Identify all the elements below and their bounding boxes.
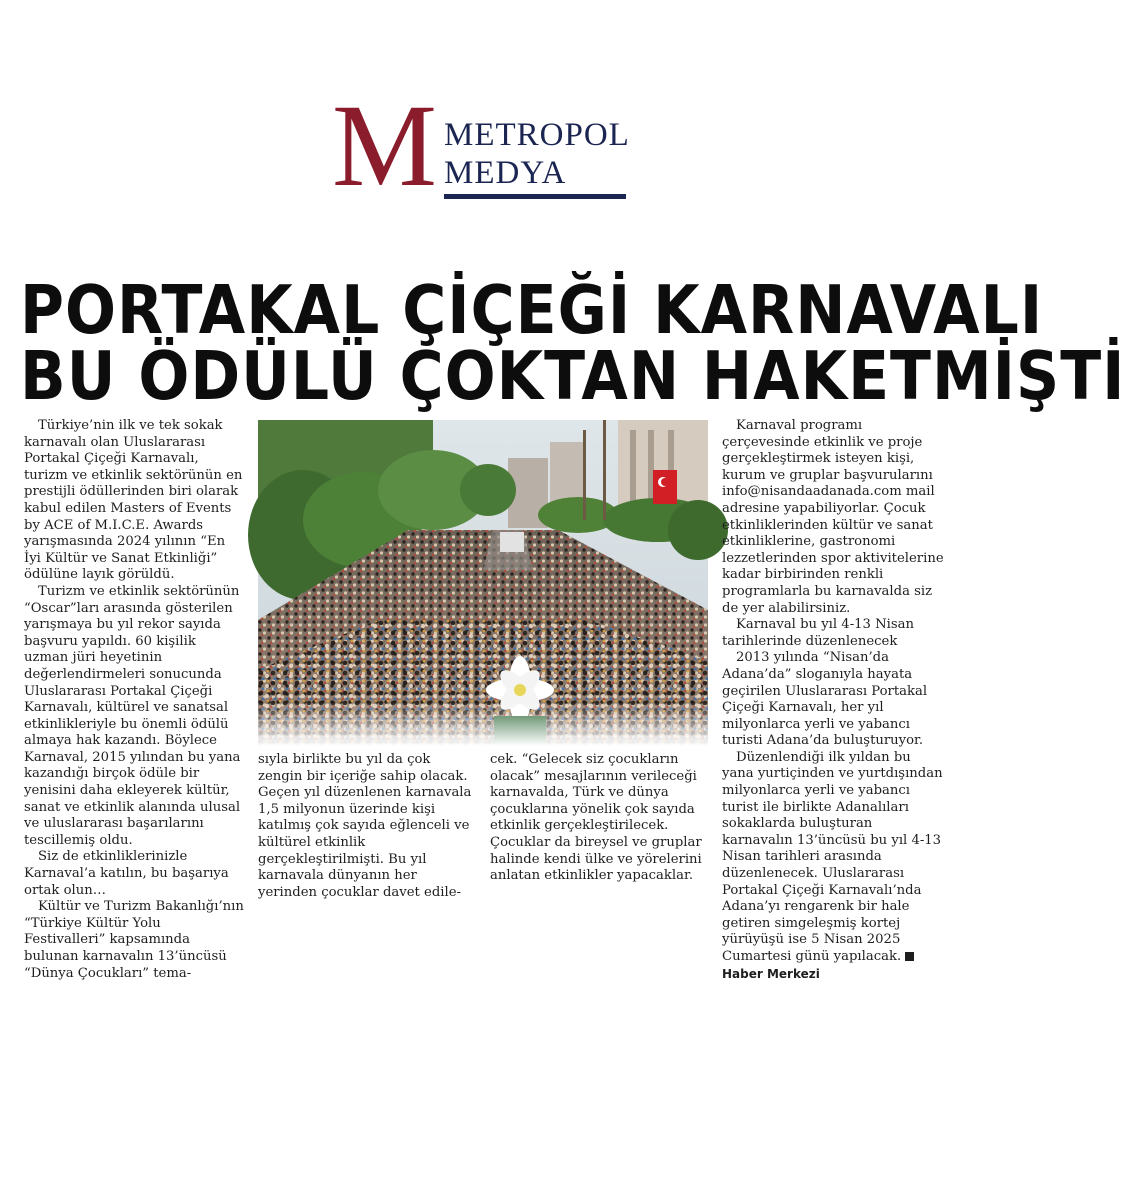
- headline-line-1: PORTAKAL ÇİÇEĞİ KARNAVALI: [20, 271, 1044, 351]
- article-column-4: [722, 418, 944, 983]
- paragraph: Türkiye’nin ilk ve tek sokak karnavalı olan Uluslararası Portakal Çiçeği Karnavalı, turizm ve etkinlik sektörünün en prestijli ödüllerinden biri olarak kabul edilen Masters of Events by ACE of M.I.C.E. Awards yarışmasında 2024 yılının “En İyi Kültür ve Sanat Etkinliği” ödülüne layık görüldü.: [24, 418, 243, 583]
- bus: [500, 532, 524, 552]
- paragraph: sıyla birlikte bu yıl da çok zengin bir içeriğe sahip olacak. Geçen yıl düzenlenen karnavala 1,5 milyonun üzerinde kişi katılmış çok sayıda eğlenceli ve kültürel etkinlik gerçekleştirilmişti. Bu yıl karnavala dünyanın her yerinden çocuklar davet edile-: [258, 752, 472, 900]
- headline-line-2: BU ÖDÜLÜ ÇOKTAN HAKETMİŞTİ: [20, 337, 1125, 417]
- palm-trunk: [603, 420, 606, 520]
- logo-line-metropol: METROPOL: [444, 117, 630, 153]
- tree: [460, 464, 516, 516]
- tree: [668, 500, 728, 560]
- paragraph: [722, 750, 944, 983]
- palm-trunk: [583, 430, 586, 520]
- paragraph-text: Düzenlendiği ilk yıldan bu yana yurtiçinden ve yurtdışından milyonlarca yerli ve yabancı turist ile birlikte Adanalıları sokaklarda buluşturan karnavalın 13’üncüsü bu yıl 4-13 Nisan tarihleri arasında düzenlenecek. Uluslararası Portakal Çiçeği Karnavalı’nda Adana’yı rengarenk bir hale getiren simgeleşmiş kortej yürüyüşü ise 5 Nisan 2025 Cumartesi günü yapılacak.: [722, 749, 943, 964]
- byline-square-icon: [905, 952, 914, 961]
- paragraph: Kültür ve Turizm Bakanlığı’nın “Türkiye Kültür Yolu Festivalleri” kapsamında bulunan karnavalın 13’üncüsü “Dünya Çocukları” tema-: [24, 899, 244, 981]
- turkish-flag-icon: [653, 470, 677, 504]
- paragraph: Turizm ve etkinlik sektörünün “Oscar”ları arasında gösterilen yarışmaya bu yıl rekor sayıda başvuru yapıldı. 60 kişilik uzman jüri heyetinin değerlendirmeleri sonucunda Uluslararası Portakal Çiçeği Karnavalı, kültürel ve sanatsal etkinlikleriyle bu önemli ödülü almaya hak kazandı. Böylece Karnaval, 2015 yılından bu yana kazandığı birçok ödüle bir yenisini daha ekleyerek kültür, sanat ve etkinlik alanında ulusal ve uluslararası başarılarını tescillemiş oldu.: [24, 583, 241, 848]
- paragraph: Karnaval bu yıl 4-13 Nisan tarihlerinde düzenlenecek: [722, 617, 914, 649]
- carnival-crowd-photo: [258, 420, 708, 746]
- photo-illustration: [258, 420, 708, 746]
- photo-fade: [258, 702, 708, 746]
- byline: Haber Merkezi: [722, 966, 820, 981]
- logo-line-medya: MEDYA: [444, 155, 567, 191]
- metropol-medya-logo: [332, 80, 632, 211]
- article-column-3: [490, 752, 710, 885]
- paragraph: Siz de etkinliklerinizle Karnaval’a katılın, bu başarıya ortak olun…: [24, 849, 229, 898]
- logo-initial: M: [332, 80, 435, 211]
- article-column-1: [24, 418, 244, 982]
- paragraph: cek. “Gelecek siz çocukların olacak” mesajlarının verileceği karnavalda, Türk ve dünya çocuklarına yönelik çok sayıda etkinlik gerçekleştirilecek. Çocuklar da bireysel ve gruplar halinde kendi ülke ve yörelerini anlatan etkinlikler yapacaklar.: [490, 752, 702, 884]
- flag-crescent-cut: [661, 478, 669, 486]
- paragraph: 2013 yılında “Nisan’da Adana’da” sloganıyla hayata geçirilen Uluslararası Portakal Çiçeği Karnavalı, her yıl milyonlarca yerli ve yabancı turisti Adana’da buluşturuyor.: [722, 650, 928, 749]
- logo-rule: [444, 194, 626, 199]
- paragraph: Karnaval programı çerçevesinde etkinlik ve proje gerçekleştirmek isteyen kişi, kurum ve gruplar başvurularını info@nisandaadanada.com mail adresine yapabiliyorlar. Çocuk etkinliklerinden kültür ve sanat etkinliklerine, gastronomi lezzetlerinden spor aktivitelerine kadar birbirinden renkli programlarla bu karnavalda siz de yer alabilirsiniz.: [722, 418, 944, 616]
- article-column-2: [258, 752, 476, 901]
